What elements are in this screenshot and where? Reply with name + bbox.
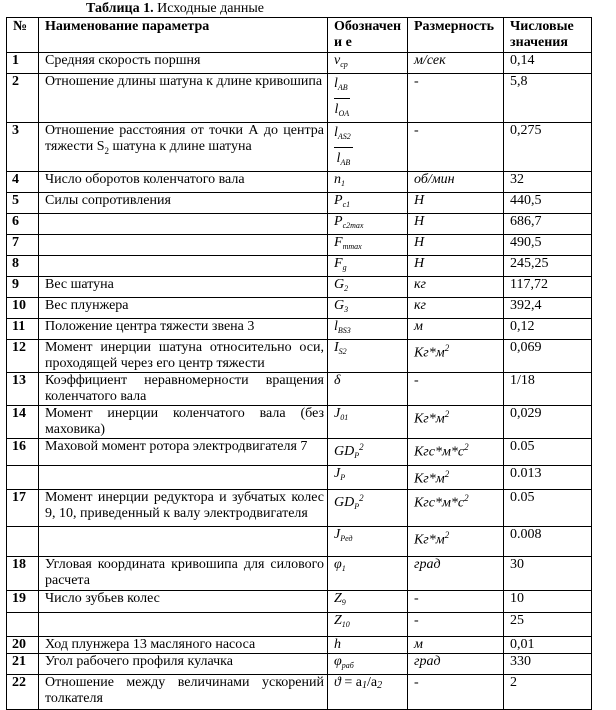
symbol-sub: 10 [341, 620, 350, 629]
numerator: l [334, 125, 338, 140]
parameter-unit: Н [408, 256, 504, 277]
row-number: 19 [7, 591, 39, 613]
row-number: 10 [7, 298, 39, 319]
symbol-base: n [334, 172, 341, 187]
parameter-unit [408, 527, 504, 557]
symbol-base: v [334, 53, 341, 68]
parameter-name [39, 235, 328, 256]
parameter-unit [408, 406, 504, 439]
parameter-name: Коэффициент неравномерности вращения коленчатого вала [39, 373, 328, 406]
symbol-sub: 9 [341, 598, 346, 607]
parameter-name: Средняя скорость поршня [39, 53, 328, 74]
parameter-symbol [328, 406, 408, 439]
symbol-sub: c1 [342, 200, 351, 209]
row-number: 16 [7, 439, 39, 466]
parameter-value: 0.008 [504, 527, 592, 557]
parameter-name [39, 214, 328, 235]
symbol-sub: 3 [344, 305, 349, 314]
parameter-value: 0,12 [504, 319, 592, 340]
table-row [7, 527, 592, 557]
parameter-name [39, 527, 328, 557]
symbol-expression [334, 675, 382, 690]
symbol [334, 591, 346, 606]
table-row [7, 675, 592, 710]
parameter-name: Вес плунжера [39, 298, 328, 319]
parameter-symbol [328, 172, 408, 193]
symbol [334, 172, 345, 187]
symbol-base: δ [334, 373, 341, 388]
name-part: шатуна к длине шатуна [109, 139, 252, 154]
parameter-symbol [328, 466, 408, 490]
symbol [334, 654, 354, 669]
symbol-sub: 2 [344, 284, 349, 293]
parameter-unit: м [408, 319, 504, 340]
parameter-name: Угловая координата кривошипа для силового расчета [39, 557, 328, 591]
symbol [334, 256, 347, 271]
table-row [7, 53, 592, 74]
header-symbol: Обозначени е [328, 18, 408, 53]
header-value: Числовые значения [504, 18, 592, 53]
parameter-symbol [328, 439, 408, 466]
symbol-sub: 1 [341, 179, 345, 188]
parameter-symbol [328, 613, 408, 637]
parameter-unit: об/мин [408, 172, 504, 193]
symbol-fraction [334, 76, 350, 122]
table-header-row [7, 18, 592, 53]
row-number: 1 [7, 53, 39, 74]
parameter-unit: град [408, 654, 504, 675]
parameter-name: Вес шатуна [39, 277, 328, 298]
table-caption [86, 2, 264, 16]
table-row [7, 490, 592, 527]
parameter-unit: - [408, 613, 504, 637]
unit-sup: 2 [464, 442, 469, 452]
denominator: l [334, 102, 339, 117]
symbol-sub: mmax [342, 242, 362, 251]
parameter-value: 30 [504, 557, 592, 591]
row-number: 5 [7, 193, 39, 214]
table-row [7, 277, 592, 298]
symbol-sub: P [354, 451, 360, 460]
symbol [334, 235, 362, 250]
unit-base: Кгс*м*с [414, 444, 465, 460]
symbol-sub: 1 [341, 564, 346, 573]
table-row [7, 637, 592, 654]
table-row [7, 591, 592, 613]
parameter-name [39, 123, 328, 172]
parameter-value: 2 [504, 675, 592, 710]
parameter-unit: Н [408, 214, 504, 235]
parameter-name: Положение центра тяжести звена 3 [39, 319, 328, 340]
parameter-unit: - [408, 74, 504, 123]
parameter-name [39, 466, 328, 490]
parameter-symbol [328, 340, 408, 373]
row-number: 13 [7, 373, 39, 406]
parameter-symbol [328, 319, 408, 340]
parameter-name: Момент инерции редуктора и зубчатых колес 9, 10, приведенный к валу электродвигателя [39, 490, 328, 527]
unit-base: Кгс*м*с [414, 495, 465, 511]
parameter-symbol [328, 298, 408, 319]
parameter-value: 0,01 [504, 637, 592, 654]
expr-sub2: 2 [377, 680, 383, 691]
parameter-unit [408, 439, 504, 466]
symbol-sub: P [340, 473, 346, 482]
caption-title: Исходные данные [153, 1, 265, 16]
denominator-sub: OA [338, 109, 350, 118]
parameter-value: 245,25 [504, 256, 592, 277]
symbol-base: F [334, 256, 343, 271]
parameter-symbol [328, 53, 408, 74]
parameter-symbol [328, 675, 408, 710]
parameter-value: 1/18 [504, 373, 592, 406]
table-row [7, 373, 592, 406]
parameter-value: 32 [504, 172, 592, 193]
symbol [334, 527, 353, 542]
parameter-value: 0,069 [504, 340, 592, 373]
table-row [7, 256, 592, 277]
row-number: 12 [7, 340, 39, 373]
row-number: 14 [7, 406, 39, 439]
row-number: 3 [7, 123, 39, 172]
unit-sup: 2 [444, 530, 450, 540]
unit-sup: 2 [444, 409, 450, 419]
parameter-name: Момент инерции коленчатого вала (без маховика) [39, 406, 328, 439]
symbol-base: h [334, 637, 341, 652]
parameter-value: 0,029 [504, 406, 592, 439]
parameter-value: 5,8 [504, 74, 592, 123]
parameter-name: Ход плунжера 13 масляного насоса [39, 637, 328, 654]
table-row [7, 298, 592, 319]
parameter-unit: - [408, 675, 504, 710]
parameter-name [39, 256, 328, 277]
row-number: 20 [7, 637, 39, 654]
row-number: 18 [7, 557, 39, 591]
unit-sup: 2 [464, 493, 469, 503]
parameter-unit: - [408, 373, 504, 406]
symbol [334, 444, 364, 459]
table-row [7, 654, 592, 675]
table-row [7, 193, 592, 214]
row-number [7, 527, 39, 557]
table-row [7, 439, 592, 466]
parameter-symbol [328, 256, 408, 277]
symbol [334, 613, 350, 628]
symbol [334, 557, 346, 572]
parameter-value: 490,5 [504, 235, 592, 256]
parameter-symbol [328, 527, 408, 557]
symbol-base: J [334, 527, 341, 542]
symbol [334, 373, 341, 388]
parameter-value: 330 [504, 654, 592, 675]
parameter-name: Отношение длины шатуна к длине кривошипа [39, 74, 328, 123]
symbol-base: P [334, 193, 343, 208]
symbol-base: GD [334, 495, 355, 510]
symbol-base: GD [334, 444, 355, 459]
table-row [7, 214, 592, 235]
parameter-symbol [328, 637, 408, 654]
symbol-sub: Pед [340, 534, 353, 543]
table-row [7, 466, 592, 490]
parameter-value: 0,275 [504, 123, 592, 172]
symbol-base: G [334, 277, 345, 292]
numerator: l [334, 76, 338, 91]
parameter-symbol [328, 373, 408, 406]
symbol-base: φ [334, 557, 342, 572]
expr-lhs: ϑ [334, 675, 341, 690]
unit-base: Кг*м [414, 345, 445, 361]
symbol-base: J [334, 406, 341, 421]
row-number: 8 [7, 256, 39, 277]
unit-base: Кг*м [414, 532, 445, 548]
table-row [7, 613, 592, 637]
row-number: 22 [7, 675, 39, 710]
parameter-value: 0.013 [504, 466, 592, 490]
expr-sub1: 1 [361, 680, 367, 691]
numerator-sub: AS2 [337, 132, 351, 141]
parameter-unit: кг [408, 298, 504, 319]
parameter-value: 392,4 [504, 298, 592, 319]
symbol-base: G [334, 298, 345, 313]
parameter-unit [408, 490, 504, 527]
parameter-symbol [328, 591, 408, 613]
expr-rhs: = a [340, 675, 362, 690]
source-data-table [6, 17, 592, 710]
parameter-unit: кг [408, 277, 504, 298]
symbol [334, 53, 348, 68]
unit-sup: 2 [444, 343, 450, 353]
table-row [7, 340, 592, 373]
denominator: l [336, 151, 341, 166]
symbol-sub: 01 [340, 413, 349, 422]
table-row [7, 74, 592, 123]
symbol [334, 319, 351, 334]
parameter-value: 0.05 [504, 439, 592, 466]
name-sub: 2 [104, 145, 110, 156]
symbol [334, 277, 348, 292]
symbol-sub: S2 [338, 347, 347, 356]
name-part: Отношение расстояния от точки А до центра тяжести S [45, 123, 324, 154]
table-row [7, 557, 592, 591]
parameter-unit: Н [408, 235, 504, 256]
parameter-symbol [328, 490, 408, 527]
symbol-sub: раб [341, 661, 354, 670]
parameter-symbol [328, 74, 408, 123]
parameter-symbol [328, 193, 408, 214]
numerator-sub: AB [337, 83, 348, 92]
row-number [7, 466, 39, 490]
parameter-name: Маховой момент ротора электродвигателя 7 [39, 439, 328, 466]
parameter-name [39, 613, 328, 637]
parameter-name: Момент инерции шатуна относительно оси, проходящей через его центр тяжести [39, 340, 328, 373]
parameter-value: 0.05 [504, 490, 592, 527]
symbol-base: I [334, 340, 339, 355]
parameter-value: 10 [504, 591, 592, 613]
parameter-symbol [328, 557, 408, 591]
parameter-name: Число оборотов коленчатого вала [39, 172, 328, 193]
symbol-base: φ [334, 654, 342, 669]
unit-sup: 2 [444, 469, 450, 479]
parameter-unit [408, 340, 504, 373]
parameter-value: 440,5 [504, 193, 592, 214]
symbol-base: F [334, 235, 343, 250]
symbol-base: Z [334, 613, 342, 628]
parameter-symbol [328, 123, 408, 172]
denominator-sub: AB [340, 158, 351, 167]
row-number: 2 [7, 74, 39, 123]
symbol [334, 637, 341, 652]
symbol-base: l [334, 319, 338, 334]
symbol [334, 340, 347, 355]
caption-label: Таблица 1. [86, 1, 154, 16]
symbol-base: J [334, 466, 341, 481]
table-row [7, 319, 592, 340]
symbol-base: Z [334, 591, 342, 606]
parameter-symbol [328, 277, 408, 298]
row-number: 4 [7, 172, 39, 193]
symbol [334, 214, 363, 229]
parameter-unit: м [408, 637, 504, 654]
unit-base: Кг*м [414, 411, 445, 427]
row-number: 7 [7, 235, 39, 256]
parameter-symbol [328, 214, 408, 235]
row-number: 17 [7, 490, 39, 527]
header-num: № [7, 18, 39, 53]
parameter-value: 0,14 [504, 53, 592, 74]
symbol-sup: 2 [359, 493, 364, 503]
parameter-unit: м/сек [408, 53, 504, 74]
symbol [334, 298, 348, 313]
expr-mid: /a [366, 675, 378, 690]
table-row [7, 172, 592, 193]
row-number: 11 [7, 319, 39, 340]
parameter-unit: - [408, 123, 504, 172]
row-number: 9 [7, 277, 39, 298]
parameter-symbol [328, 654, 408, 675]
unit-base: Кг*м [414, 471, 445, 487]
symbol-sub: g [342, 263, 347, 272]
parameter-name: Число зубьев колес [39, 591, 328, 613]
symbol [334, 495, 364, 510]
parameter-unit: град [408, 557, 504, 591]
parameter-unit: Н [408, 193, 504, 214]
parameter-name: Силы сопротивления [39, 193, 328, 214]
row-number [7, 613, 39, 637]
symbol [334, 406, 348, 421]
parameter-name: Отношение между величинами ускорений толкателя [39, 675, 328, 710]
parameter-symbol [328, 235, 408, 256]
parameter-name: Угол рабочего профиля кулачка [39, 654, 328, 675]
parameter-unit [408, 466, 504, 490]
header-unit: Размерность [408, 18, 504, 53]
symbol-base: P [334, 214, 343, 229]
parameter-value: 686,7 [504, 214, 592, 235]
symbol-sub: cp [340, 60, 348, 69]
header-name: Наименование параметра [39, 18, 328, 53]
row-number: 6 [7, 214, 39, 235]
symbol-sub: c2max [342, 221, 364, 230]
symbol-sub: BS3 [337, 326, 351, 335]
parameter-value: 117,72 [504, 277, 592, 298]
symbol [334, 466, 345, 481]
symbol-sub: P [354, 502, 360, 511]
table-row [7, 406, 592, 439]
symbol-sup: 2 [359, 442, 364, 452]
parameter-unit: - [408, 591, 504, 613]
table-row [7, 235, 592, 256]
symbol-fraction [334, 125, 353, 171]
table-row [7, 123, 592, 172]
row-number: 21 [7, 654, 39, 675]
parameter-value: 25 [504, 613, 592, 637]
symbol [334, 193, 350, 208]
